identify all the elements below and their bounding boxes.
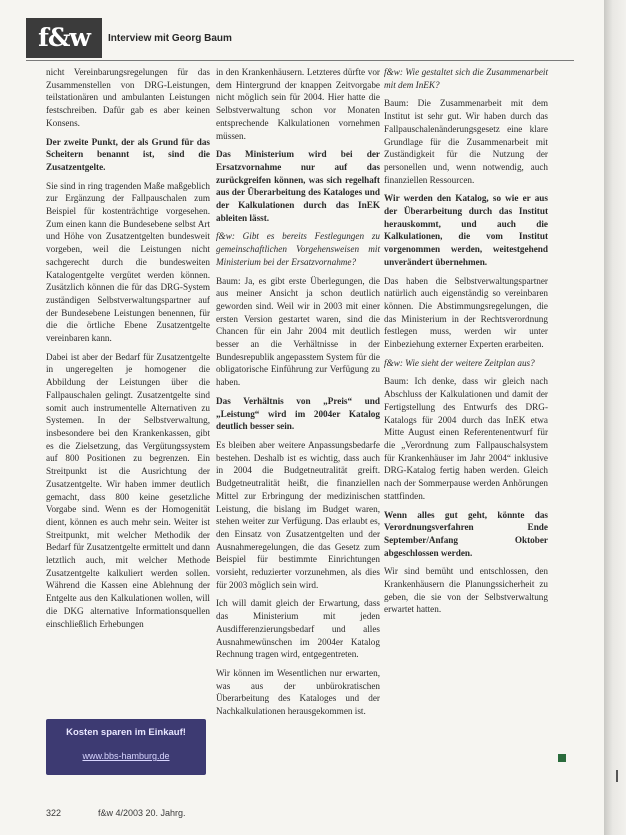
highlighted-paragraph: Wir werden den Katalog, so wie er aus der Überarbeitung durch das Institut herauskommt, und auch die Kalkulationen, die vom Institut vorgenommen werden, weitestgehend unverändert übernehmen. [384, 193, 548, 267]
end-of-article-marker [558, 754, 566, 762]
body-paragraph: Wir sind bemüht und entschlossen, den Krankenhäusern die Planungssicherheit zu geben, die sie von der Selbstverwaltung erwartet hatten. [384, 566, 548, 615]
ad-headline: Kosten sparen im Einkauf! [66, 727, 186, 738]
highlighted-paragraph: Der zweite Punkt, der als Grund für das Scheitern benannt ist, sind die Zusatzentgelte. [46, 136, 210, 172]
text-column-1 [46, 66, 210, 636]
interview-question: f&w: Wie gestaltet sich die Zusammenarbeit mit dem InEK? [384, 67, 548, 90]
ad-link[interactable]: www.bbs-hamburg.de [82, 751, 170, 761]
header-divider [26, 60, 574, 61]
body-paragraph: Das haben die Selbstverwaltungspartner natürlich auch eigenständig so vereinbaren können. Die Abstimmungsregelungen, die das Ministerium in der Rechtsverordnung festlegen muss, werden wir unter Einbeziehung externer Experten erarbeiten. [384, 275, 548, 350]
body-paragraph: Baum: Ich denke, dass wir gleich nach Abschluss der Kalkulationen und damit der Fertigstellung des Entwurfs des DRG-Katalogs für 2004 durch das InEK etwa Mitte August einen Referentenentwurf für die „Verordnung zum Fallpauschalsystem für Krankenhäuser im Jahr 2004“ inklusive DRG-Katalog fertig haben werden. Gleich nach der Sommerpause werden Anhörungen stattfinden. [384, 376, 548, 501]
interview-question: f&w: Wie sieht der weitere Zeitplan aus? [384, 357, 535, 368]
fw-logo: f&w [26, 18, 102, 58]
body-paragraph: nicht Vereinbarungsregelungen für das Zusammenstellen von DRG-Leistungen, teilstationären und ambulanten Leistungen festschreiben. Dafür gab es aber keinen Konsens. [46, 67, 210, 128]
body-paragraph: Baum: Die Zusammenarbeit mit dem Institut ist sehr gut. Wir haben durch das Fallpauschalenänderungsgesetz eine klare Grundlage für die Zusammenarbeit mit Zuständigkeit für die Nutzung der personellen und, wenn notwendig, auch finanziellen Ressourcen. [384, 98, 548, 185]
highlighted-paragraph: Wenn alles gut geht, könnte das Verordnungsverfahren Ende September/Anfang Oktober abgeschlossen werden. [384, 509, 548, 558]
text-column-3 [384, 66, 548, 622]
highlighted-paragraph: Das Verhältnis von „Preis“ und „Leistung“ wird im 2004er Katalog deutlich besser sein. [216, 395, 380, 432]
interview-question: f&w: Gibt es bereits Festlegungen zu gemeinschaftlichen Vorgehensweisen mit Ministerium bei der Ersatzvornahme? [216, 231, 380, 267]
advertisement-box[interactable] [46, 719, 206, 775]
highlighted-paragraph: Das Ministerium wird bei der Ersatzvornahme nur auf das zurückgreifen können, was sich regelhaft aus der Überarbeitung des Kataloges und der Kalkulationen durch das InEK ableiten lässt. [216, 149, 380, 223]
body-paragraph: in den Krankenhäusern. Letzteres dürfte vor dem Hintergrund der knappen Zeitvorgabe nicht möglich sein für 2004. Hier hatte die Selbstverwaltung schon vor Monaten entsprechende Kalkulationen vornehmen müssen. [216, 67, 380, 141]
body-paragraph: Baum: Ja, es gibt erste Überlegungen, die aus meiner Ansicht ja schon deutlich geworden sind. Weil wir in 2003 mit einer ersten Version gestartet waren, sind die Chancen für ein Jahr 2004 mit deutlich besser an die Verhältnisse in der Bundesrepublik angepasstem System für die obligatorische Einführung zur Verfügung zu haben. [216, 275, 380, 388]
journal-issue: f&w 4/2003 20. Jahrg. [98, 808, 186, 818]
text-column-2 [216, 66, 380, 724]
body-paragraph: Ich will damit gleich der Erwartung, dass das Ministerium mit jeden Ausdifferenzierungsbedarf und alles Ausnahmewünschen im 2004er Katalog Rechnung tragen wird, entgegentreten. [216, 598, 380, 660]
page-number: 322 [46, 808, 62, 818]
page-gutter [604, 0, 626, 835]
body-paragraph: Es bleiben aber weitere Anpassungsbedarfe bestehen. Deshalb ist es wichtig, dass auch in 2004 die Budgetneutralität greift. Budgetneutralität heißt, die finanziellen Mittel zur Erbringung der medizinischen Leistung, die bislang im Budget waren, stehen weiter zur Verfügung. Das erlaubt es, den Einsatz von Zusatzentgelten und der Ausnahmeregelungen, die das Gesetz zum Beispiel für bestimmte Einrichtungen vorsieht, reduzierter vorzunehmen, als dies für 2003 möglich sein wird. [216, 439, 380, 590]
page-header-title: Interview mit Georg Baum [108, 33, 232, 44]
body-paragraph: Wir können im Wesentlichen nur erwarten, was aus der unbürokratischen Überarbeitung des Kataloges und der Nachkalkulationen herausgekommen ist. [216, 667, 380, 717]
body-paragraph: Dabei ist aber der Bedarf für Zusatzentgelte in ungeregelten je homogener die Abbildung der Leistungen über die Fallpauschalen gelingt. Zusatzentgelte sind somit auch instrumentelle Alternativen zu Systemen. In der Selbstverwaltung, insbesondere bei den Krankenkassen, gibt es die Zielsetzung, das Vergütungssystem auf 800 Positionen zu begrenzen. Ein Streitpunkt ist die Ausrichtung der Zusatzentgelte. Wir haben immer deutlich gemacht, dass 800 keine gesetzliche Vorgabe sind. Wenn es der Homogenität dient, können es auch mehr sein. Weiter ist Streitpunkt, mit welcher Methodik der Bedarf für Zusatzentgelte ermittelt und dann letztlich auch, mit welcher Methode Zusatzentgelte kalkuliert werden sollen. Während die Kassen eine Ablehnung der Entgelte aus den Kalkulationen wollen, will die DKG alternative Informationsquellen einschließlich Erhebungen [46, 351, 210, 629]
gutter-mark [616, 770, 618, 782]
body-paragraph: Sie sind in ring tragenden Maße maßgeblich zur Ergänzung der Fallpauschalen zum Beispiel für kostenträchtige vorgesehen. Zum einen kann die Bundesebene selbst Art und Höhe von Zusatzentgelten bundesweit vorgeben, weil die Leistungen nicht sachgerecht durch die bundesweiten Katalogentgelte vergütet werden können. Zusätzlich können die für das DRG-System zuständigen Selbstverwaltungspartner auf der Bundesebene Leistungen benennen, für die die örtliche Ebene Zusatzentgelte vereinbaren kann. [46, 180, 210, 344]
